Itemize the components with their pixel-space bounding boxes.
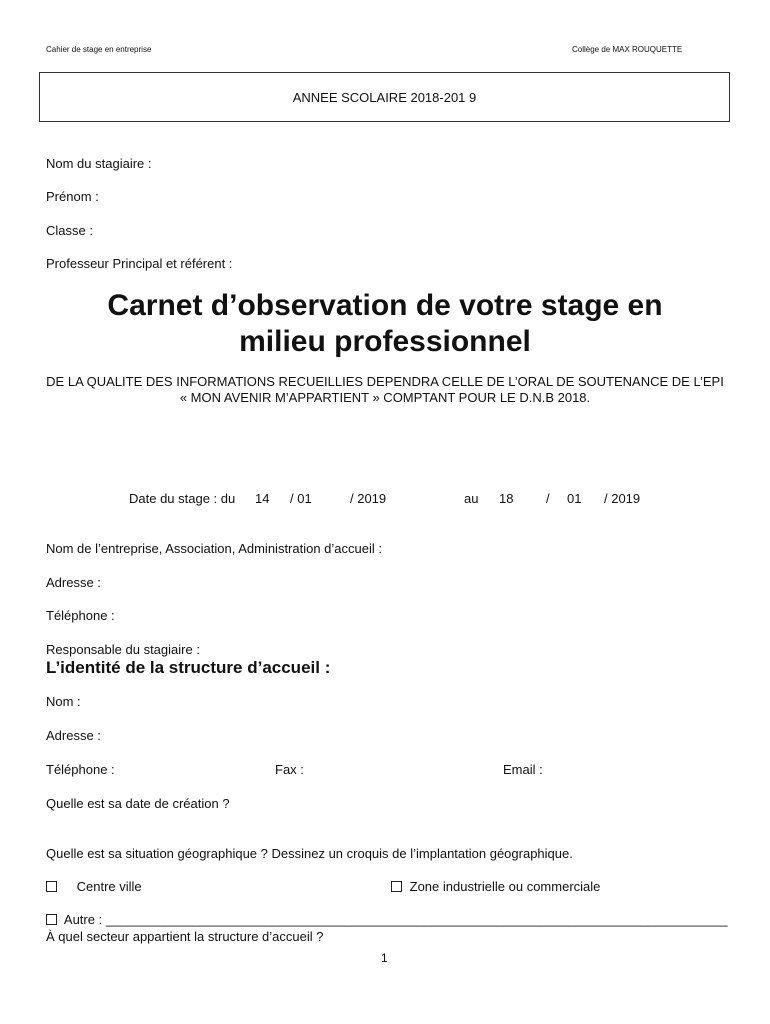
- school-year-box: [39, 72, 730, 122]
- identity-address-label: Adresse :: [46, 728, 101, 743]
- location-question: Quelle est sa situation géographique ? Dessinez un croquis de l’implantation géographique.: [46, 846, 573, 861]
- option-other-label: Autre : ______________________________________________________________________________________: [63, 912, 728, 927]
- company-address-label: Adresse :: [46, 575, 101, 590]
- date-to-day: 18: [499, 491, 514, 506]
- option-center-label: Centre ville: [76, 879, 142, 894]
- identity-phone-label: Téléphone :: [46, 762, 115, 777]
- option-zone[interactable]: [391, 879, 600, 894]
- document-title-line2: milieu professionnel: [239, 325, 531, 358]
- date-from-day: 14: [255, 491, 270, 506]
- checkbox-other[interactable]: [46, 914, 57, 925]
- student-firstname-label: Prénom :: [46, 189, 99, 204]
- identity-name-label: Nom :: [46, 694, 81, 709]
- header-left: Cahier de stage en entreprise: [46, 45, 152, 54]
- option-other[interactable]: [46, 912, 728, 927]
- subtitle-line1: DE LA QUALITE DES INFORMATIONS RECUEILLIES DEPENDRA CELLE DE L’ORAL DE SOUTENANCE DE L’EPI: [46, 374, 724, 389]
- document-title-line1: Carnet d’observation de votre stage en: [107, 289, 663, 322]
- teacher-label: Professeur Principal et référent :: [46, 256, 233, 271]
- student-class-label: Classe :: [46, 223, 93, 238]
- checkbox-zone[interactable]: [391, 881, 402, 892]
- date-separator: /: [546, 491, 550, 506]
- document-title: [0, 288, 770, 360]
- checkbox-center[interactable]: [46, 881, 57, 892]
- student-name-label: Nom du stagiaire :: [46, 156, 152, 171]
- option-zone-label: Zone industrielle ou commerciale: [409, 879, 601, 894]
- date-label: Date du stage : du: [129, 491, 236, 506]
- date-from-year: / 2019: [350, 491, 387, 506]
- identity-fax-label: Fax :: [275, 762, 304, 777]
- identity-section-title: L’identité de la structure d’accueil :: [46, 658, 331, 677]
- sector-question: À quel secteur appartient la structure d’accueil ?: [46, 929, 324, 944]
- document-subtitle: [20, 374, 750, 406]
- date-to-year: / 2019: [604, 491, 641, 506]
- company-name-label: Nom de l’entreprise, Association, Administration d’accueil :: [46, 541, 382, 556]
- option-center[interactable]: [46, 879, 142, 894]
- date-to-month: 01: [567, 491, 582, 506]
- company-manager-label: Responsable du stagiaire :: [46, 642, 200, 657]
- header-right: Collège de MAX ROUQUETTE: [572, 45, 683, 54]
- subtitle-line2: « MON AVENIR M’APPARTIENT » COMPTANT POUR LE D.N.B 2018.: [179, 390, 591, 405]
- date-from-month: / 01: [290, 491, 312, 506]
- creation-date-question: Quelle est sa date de création ?: [46, 796, 230, 811]
- identity-email-label: Email :: [503, 762, 543, 777]
- date-to-label: au: [464, 491, 479, 506]
- school-year-label: ANNEE SCOLAIRE 2018-201 9: [292, 89, 477, 105]
- company-phone-label: Téléphone :: [46, 608, 115, 623]
- page-number: 1: [381, 951, 388, 965]
